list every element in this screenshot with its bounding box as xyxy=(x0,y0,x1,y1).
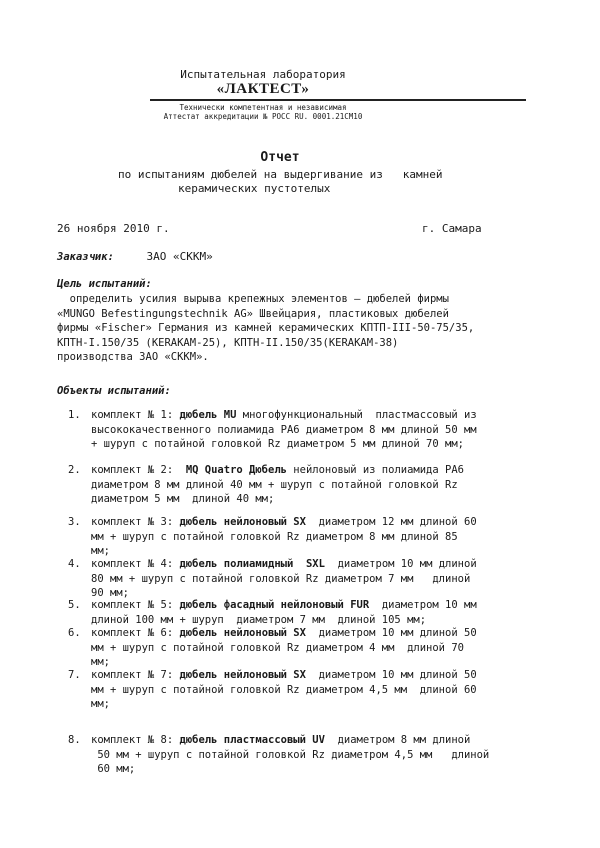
object-item xyxy=(68,598,548,627)
report-subtitle-line-2: керамических пустотелых xyxy=(178,182,331,195)
objects-label: Объекты испытаний: xyxy=(57,385,171,397)
object-item xyxy=(68,668,548,712)
lab-name: Испытательная лаборатория xyxy=(180,68,346,81)
lab-subtitle: Технически компетентная и независимая xyxy=(179,103,347,112)
item-number: 8. xyxy=(68,734,81,746)
object-item xyxy=(68,626,548,670)
item-text: мм + шуруп с потайной головкой Rz диаметром 4,5 мм длиной 60 xyxy=(91,683,477,696)
goal-line: определить усилия вырыва крепежных элементов — дюбелей фирмы xyxy=(57,293,449,305)
item-text: высококачественного полиамида РА6 диаметром 8 мм длиной 50 мм xyxy=(91,423,477,436)
item-product: дюбель нейлоновый SX xyxy=(179,516,306,528)
item-prefix: комплект № 3: xyxy=(91,516,180,528)
item-text: диаметром 10 мм длиной 50 xyxy=(305,627,477,639)
item-text: диаметром 5 мм длиной 40 мм; xyxy=(91,493,275,505)
goal-text xyxy=(57,292,547,365)
item-prefix: комплект № 6: xyxy=(91,627,180,639)
item-product: дюбель нейлоновый SX xyxy=(179,627,306,639)
item-product: MQ Quatro Дюбель xyxy=(185,464,287,476)
item-text: диаметром 10 мм xyxy=(369,599,477,611)
item-number: 3. xyxy=(68,516,81,528)
goal-line: производства ЗАО «СККМ». xyxy=(57,351,209,363)
item-product: дюбель фасадный нейлоновый FUR xyxy=(179,599,370,611)
item-prefix: комплект № 8: xyxy=(91,734,180,746)
item-text: мм; xyxy=(91,545,110,557)
object-item xyxy=(68,733,548,777)
item-product: дюбель полиамидный SXL xyxy=(179,558,325,570)
item-text: длиной 100 мм + шуруп диаметром 7 мм длиной 105 мм; xyxy=(91,613,427,626)
lab-accreditation: Аттестат аккредитации № РОСС RU. 0001.21СМ10 xyxy=(163,112,363,121)
goal-line: КПТН-I.150/35 (KERAKAM-25), КПТН-II.150/35(KERAKAM-38) xyxy=(57,336,399,349)
item-number: 5. xyxy=(68,599,81,611)
item-text: диаметром 12 мм длиной 60 xyxy=(305,516,477,528)
item-text: диаметром 8 мм длиной 40 мм + шуруп с потайной головкой Rz xyxy=(91,478,458,491)
report-city: г. Самара xyxy=(422,222,482,235)
object-item xyxy=(68,557,548,601)
customer-row xyxy=(57,250,213,263)
report-subtitle-line-1: по испытаниям дюбелей на выдергивание из камней xyxy=(118,168,443,181)
goal-line: фирмы «Fischer» Германия из камней керамических КПТП-III-50-75/35, xyxy=(57,322,475,334)
item-product: дюбель MU xyxy=(179,409,237,421)
customer-label: Заказчик: xyxy=(57,251,114,263)
item-text: 90 мм; xyxy=(91,587,129,599)
goal-line: «MUNGO Befestingungstechnik AG» Швейцария, пластиковых дюбелей xyxy=(57,307,449,320)
item-text: диаметром 10 мм длиной xyxy=(324,558,477,570)
item-text: 60 мм; xyxy=(91,763,136,775)
report-date: 26 ноября 2010 г. xyxy=(57,222,170,235)
item-text: многофункциональный пластмассовый из xyxy=(236,409,477,421)
goal-label: Цель испытаний: xyxy=(57,278,152,290)
item-text: мм + шуруп с потайной головкой Rz диаметром 4 мм длиной 70 xyxy=(91,641,464,654)
item-product: дюбель нейлоновый SX xyxy=(179,669,306,681)
item-text: диаметром 10 мм длиной 50 xyxy=(305,669,477,681)
item-number: 6. xyxy=(68,627,81,639)
item-text: нейлоновый из полиамида РА6 xyxy=(286,464,464,476)
item-text: диаметром 8 мм длиной xyxy=(324,734,471,746)
item-text: мм + шуруп с потайной головкой Rz диаметром 8 мм длиной 85 xyxy=(91,530,458,543)
item-text: + шуруп с потайной головкой Rz диаметром 5 мм длиной 70 мм; xyxy=(91,438,464,450)
customer-value: ЗАО «СККМ» xyxy=(146,250,213,263)
lab-title: «ЛАКТЕСТ» xyxy=(216,81,310,97)
item-text: мм; xyxy=(91,698,110,710)
item-prefix: комплект № 2: xyxy=(91,464,186,476)
item-number: 4. xyxy=(68,558,81,570)
header-divider xyxy=(150,99,526,101)
object-item xyxy=(68,408,548,452)
item-text: мм; xyxy=(91,656,110,668)
item-prefix: комплект № 4: xyxy=(91,558,180,570)
item-text: 50 мм + шуруп с потайной головкой Rz диаметром 4,5 мм длиной xyxy=(91,748,490,761)
item-prefix: комплект № 1: xyxy=(91,409,180,421)
item-prefix: комплект № 7: xyxy=(91,669,180,681)
report-title: Отчет xyxy=(260,150,300,165)
item-number: 2. xyxy=(68,464,81,476)
item-number: 7. xyxy=(68,669,81,681)
item-prefix: комплект № 5: xyxy=(91,599,180,611)
item-number: 1. xyxy=(68,409,81,421)
item-text: 80 мм + шуруп с потайной головкой Rz диаметром 7 мм длиной xyxy=(91,572,471,585)
object-item xyxy=(68,515,548,559)
object-item xyxy=(68,463,548,507)
item-product: дюбель пластмассовый UV xyxy=(179,734,325,746)
